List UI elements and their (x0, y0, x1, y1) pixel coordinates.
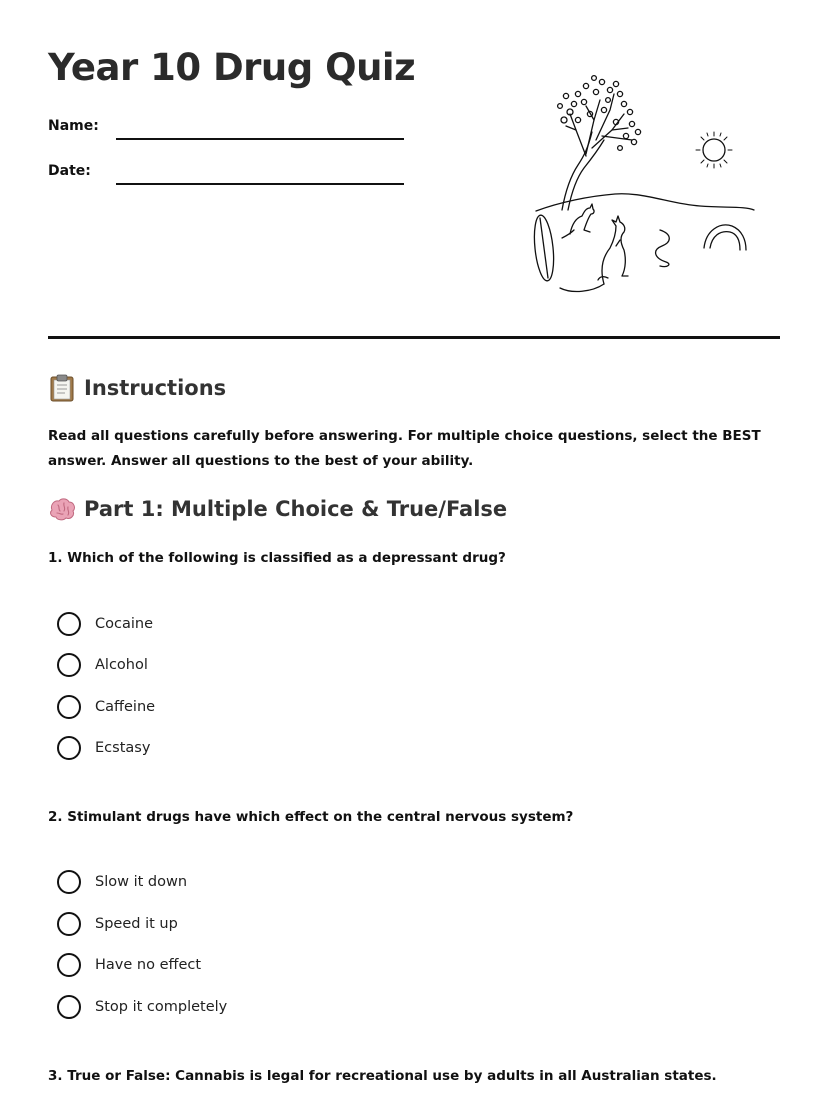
q1-option-ecstasy[interactable] (57, 735, 150, 761)
part1-heading-text: Part 1: Multiple Choice & True/False (84, 497, 508, 521)
q2-option-slow[interactable] (57, 869, 187, 895)
option-label: Ecstasy (95, 740, 151, 756)
q2-option-stop[interactable] (57, 994, 227, 1020)
option-label: Stop it completely (95, 999, 228, 1015)
q2-option-no-effect[interactable] (57, 952, 201, 978)
question-1: 1. Which of the following is classified as a depressant drug? (48, 550, 506, 566)
instructions-heading (48, 374, 226, 402)
clipboard-icon (48, 374, 76, 402)
radio-button[interactable] (57, 736, 81, 760)
option-label: Have no effect (95, 957, 202, 973)
question-3: 3. True or False: Cannabis is legal for recreational use by adults in all Australian states. (48, 1068, 717, 1084)
radio-button[interactable] (57, 912, 81, 936)
option-label: Caffeine (95, 699, 156, 715)
name-field[interactable] (116, 138, 404, 140)
part1-heading (48, 495, 507, 523)
option-label: Alcohol (95, 657, 148, 673)
question-2: 2. Stimulant drugs have which effect on the central nervous system? (48, 809, 574, 825)
option-label: Speed it up (95, 916, 178, 932)
radio-button[interactable] (57, 870, 81, 894)
radio-button[interactable] (57, 612, 81, 636)
radio-button[interactable] (57, 653, 81, 677)
option-label: Slow it down (95, 874, 188, 890)
page-title: Year 10 Drug Quiz (48, 46, 416, 89)
radio-button[interactable] (57, 953, 81, 977)
q1-option-caffeine[interactable] (57, 694, 155, 720)
section-divider (48, 336, 780, 339)
date-label: Date: (48, 163, 91, 179)
instructions-text: Read all questions carefully before answering. For multiple choice questions, select the BEST answer. Answer all questions to the best of your ability. (48, 428, 761, 469)
radio-button[interactable] (57, 995, 81, 1019)
outback-illustration (520, 70, 770, 300)
name-label: Name: (48, 118, 99, 134)
q1-option-alcohol[interactable] (57, 652, 148, 678)
radio-button[interactable] (57, 695, 81, 719)
option-label: Cocaine (95, 616, 153, 632)
brain-icon (48, 495, 76, 523)
q1-option-cocaine[interactable] (57, 611, 153, 637)
date-field[interactable] (116, 183, 404, 185)
instructions-heading-text: Instructions (84, 376, 227, 400)
q2-option-speed[interactable] (57, 911, 178, 937)
